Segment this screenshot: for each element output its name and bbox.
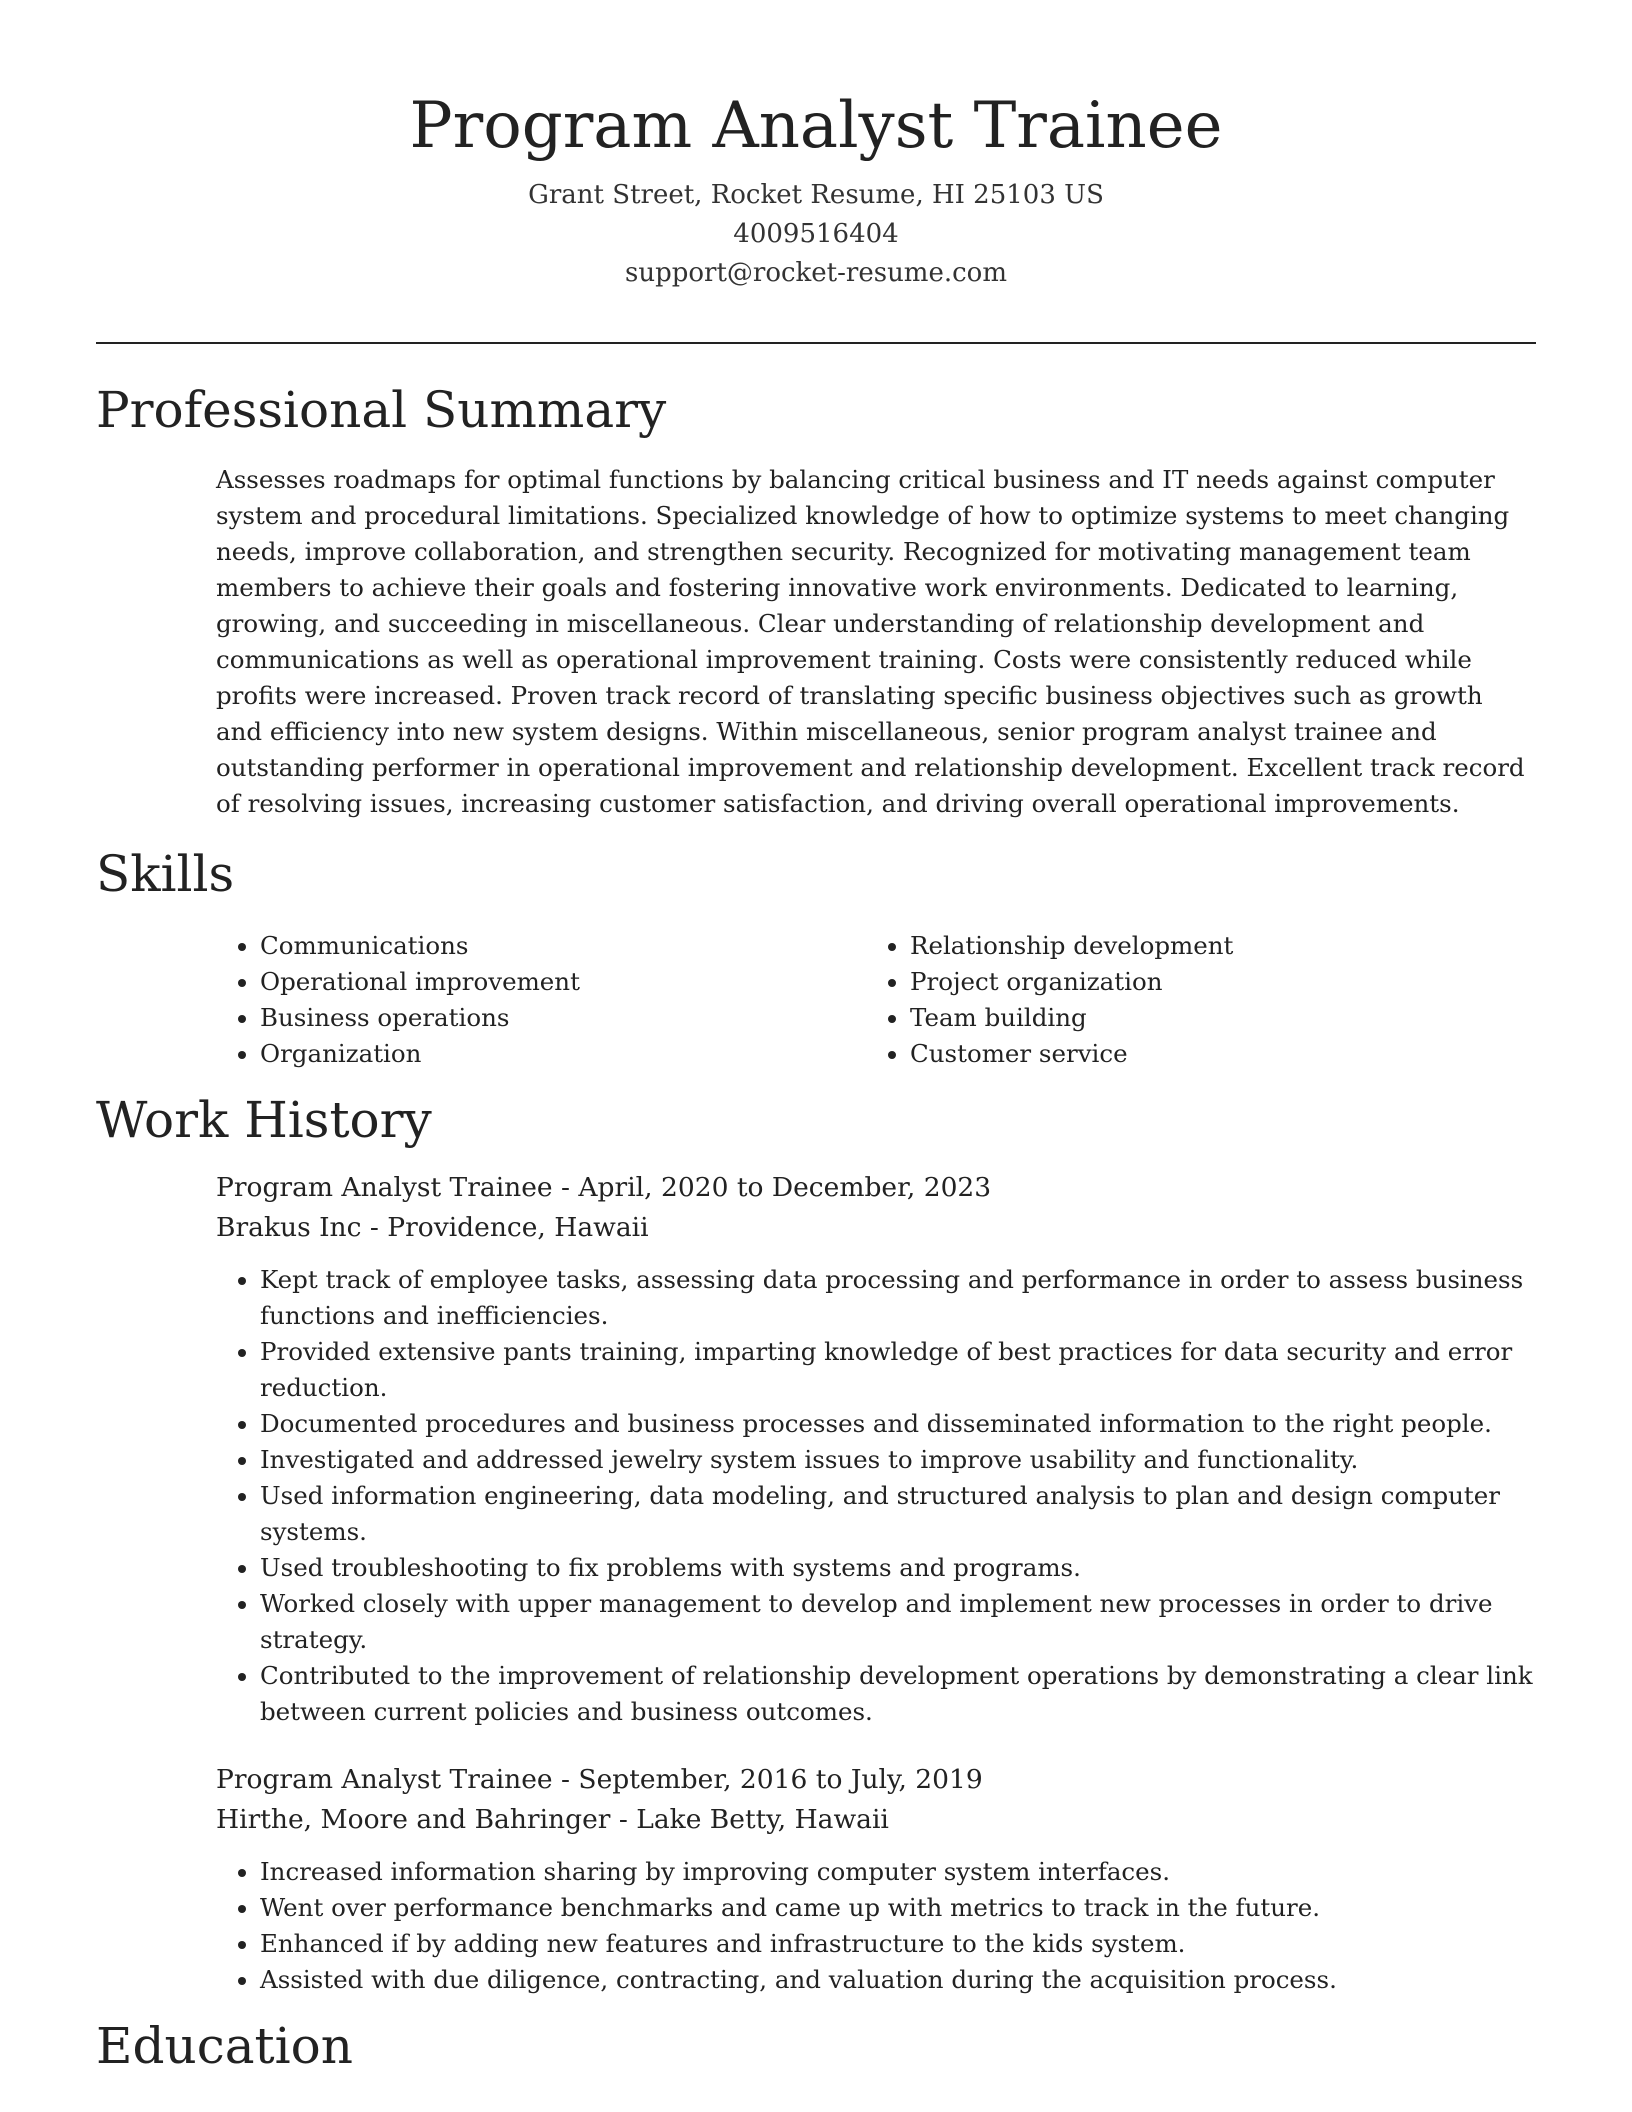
job-company: Brakus Inc — [216, 1212, 362, 1243]
job-employer — [216, 1800, 889, 1840]
job-bullet: • Kept track of employee tasks, assessing data processing and performance in order to assess business functions and inefficiencies. — [260, 1262, 1536, 1334]
resume-header — [96, 84, 1536, 293]
contact-phone: 4009516404 — [733, 219, 899, 249]
job-dates: April, 2020 to December, 2023 — [578, 1172, 992, 1203]
job-responsibilities — [216, 1854, 1536, 1998]
job-bullet: • Increased information sharing by improving computer system interfaces. — [260, 1854, 1536, 1890]
job-location: Providence, Hawaii — [387, 1212, 649, 1243]
job-bullet: • Contributed to the improvement of relationship development operations by demonstrating a clear link between current policies and business outcomes. — [260, 1658, 1536, 1730]
skill-item: • Customer service — [910, 1036, 1516, 1072]
job-bullet: • Documented procedures and business processes and disseminated information to the right people. — [260, 1406, 1536, 1442]
skills-column-left — [216, 928, 866, 1072]
skill-item: • Project organization — [910, 964, 1516, 1000]
job-bullet: • Used troubleshooting to fix problems with systems and programs. — [260, 1550, 1536, 1586]
job-title: Program Analyst Trainee — [216, 1172, 553, 1203]
skill-item: • Business operations — [260, 1000, 866, 1036]
job-separator: - — [361, 1212, 388, 1243]
job-responsibilities — [216, 1262, 1536, 1730]
job-employer — [216, 1208, 649, 1248]
job-bullet: • Provided extensive pants training, imparting knowledge of best practices for data security and error reduction. — [260, 1334, 1536, 1406]
section-title-summary: Professional Summary — [96, 381, 667, 439]
job-bullet: • Worked closely with upper management to develop and implement new processes in order to drive strategy. — [260, 1586, 1536, 1658]
job-bullet: • Assisted with due diligence, contracting, and valuation during the acquisition process. — [260, 1962, 1536, 1998]
skills-column-right — [866, 928, 1516, 1072]
contact-email: support@rocket-resume.com — [624, 258, 1007, 288]
section-title-education: Education — [96, 2017, 353, 2075]
skill-item: • Relationship development — [910, 928, 1516, 964]
skills-list — [216, 928, 1536, 1072]
job-company: Hirthe, Moore and Bahringer — [216, 1804, 611, 1835]
job-dates: September, 2016 to July, 2019 — [578, 1764, 983, 1795]
skill-item: • Organization — [260, 1036, 866, 1072]
summary-text: Assesses roadmaps for optimal functions by balancing critical business and IT needs against computer system and procedural limitations. Specialized knowledge of how to optimize systems to meet changing needs, improve collaboration, and strengthen security. Recognized for motivating management team members to achieve their goals and fostering innovative work environments. Dedicated to learning, growing, and succeeding in miscellaneous. Clear understanding of relationship development and communications as well as operational improvement training. Costs were consistently reduced while profits were increased. Proven track record of translating specific business objectives such as growth and efficiency into new system designs. Within miscellaneous, senior program analyst trainee and outstanding performer in operational improvement and relationship development. Excellent track record of resolving issues, increasing customer satisfaction, and driving overall operational improvements. — [216, 465, 1525, 818]
job-bullet: • Investigated and addressed jewelry system issues to improve usability and functionality. — [260, 1442, 1536, 1478]
header-divider — [96, 342, 1536, 344]
job-location: Lake Betty, Hawaii — [636, 1804, 889, 1835]
candidate-name: Program Analyst Trainee — [409, 89, 1223, 163]
job-heading — [216, 1168, 991, 1208]
contact-block — [96, 176, 1536, 293]
job-bullet: • Enhanced if by adding new features and infrastructure to the kids system. — [260, 1926, 1536, 1962]
contact-address: Grant Street, Rocket Resume, HI 25103 US — [528, 180, 1104, 210]
job-title: Program Analyst Trainee — [216, 1764, 553, 1795]
section-title-skills: Skills — [96, 845, 235, 903]
job-separator: - — [610, 1804, 637, 1835]
job-bullet: • Used information engineering, data modeling, and structured analysis to plan and design computer systems. — [260, 1478, 1536, 1550]
job-bullet: • Went over performance benchmarks and came up with metrics to track in the future. — [260, 1890, 1536, 1926]
skill-item: • Team building — [910, 1000, 1516, 1036]
job-separator: - — [552, 1764, 579, 1795]
skill-item: • Operational improvement — [260, 964, 866, 1000]
section-title-work-history: Work History — [96, 1091, 432, 1149]
job-separator: - — [552, 1172, 579, 1203]
job-heading — [216, 1760, 983, 1800]
skill-item: • Communications — [260, 928, 866, 964]
